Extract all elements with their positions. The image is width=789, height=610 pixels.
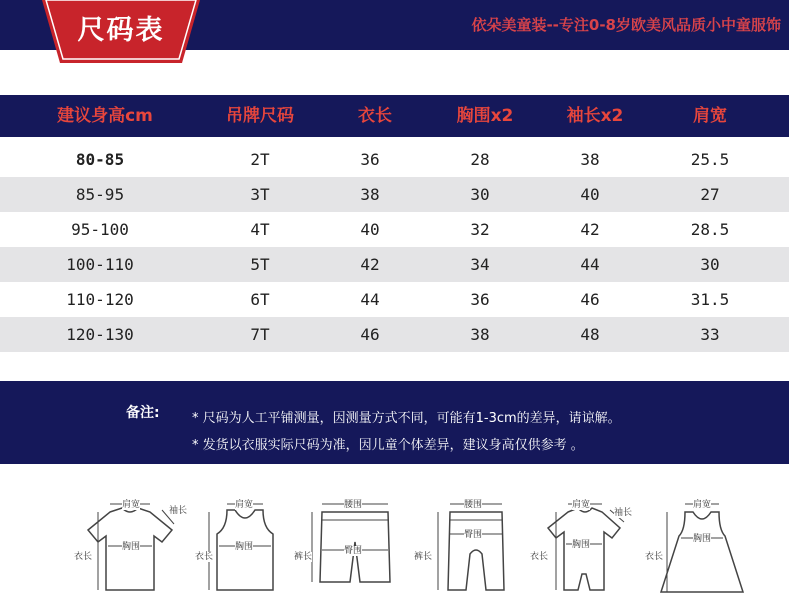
length-label: 衣长 [645, 552, 664, 562]
col-header-shoulder: 肩宽 [693, 106, 727, 126]
cell-height: 100-110 [66, 255, 134, 274]
cell-height: 85-95 [75, 185, 125, 204]
chest-label: 胸围 [122, 542, 141, 552]
cell-shoulder: 30 [700, 255, 720, 274]
romper-diagram [530, 490, 640, 605]
cell-shoulder: 27 [700, 185, 720, 204]
table-row [0, 142, 789, 177]
notes-label: 备注: [126, 405, 160, 421]
table-row [0, 247, 789, 282]
table-row [0, 282, 789, 317]
length-label: 衣长 [195, 552, 214, 562]
note-item: * 尺码为人工平铺测量，因测量方式不同，可能有1-3cm的差异，请谅解。 [192, 411, 621, 426]
cell-length: 40 [360, 220, 380, 239]
length-label: 裤长 [294, 552, 313, 562]
note-item: * 发货以衣服实际尺码为准，因儿童个体差异，建议身高仅供参考 。 [192, 438, 584, 453]
cell-sleeve: 48 [580, 325, 600, 344]
cell-tag-size: 7T [250, 325, 270, 344]
page-title: 尺码表 [77, 15, 165, 46]
cell-sleeve: 40 [580, 185, 600, 204]
chest-label: 胸围 [693, 534, 712, 544]
cell-sleeve: 38 [580, 150, 600, 169]
cell-sleeve: 44 [580, 255, 600, 274]
cell-length: 42 [360, 255, 380, 274]
table-row [0, 317, 789, 352]
sleeve-label: 袖长 [614, 508, 633, 518]
length-label: 衣长 [74, 552, 93, 562]
cell-tag-size: 2T [250, 150, 270, 169]
cell-chest: 36 [470, 290, 490, 309]
col-header-length: 衣长 [358, 106, 392, 126]
hip-label: 臀围 [344, 546, 363, 556]
cell-chest: 38 [470, 325, 490, 344]
cell-chest: 34 [470, 255, 490, 274]
cell-chest: 30 [470, 185, 490, 204]
cell-sleeve: 42 [580, 220, 600, 239]
cell-tag-size: 5T [250, 255, 270, 274]
cell-chest: 28 [470, 150, 490, 169]
cell-tag-size: 4T [250, 220, 270, 239]
cell-shoulder: 33 [700, 325, 720, 344]
cell-tag-size: 6T [250, 290, 270, 309]
notes-panel [0, 381, 789, 464]
cell-length: 44 [360, 290, 380, 309]
cell-sleeve: 46 [580, 290, 600, 309]
cell-height: 110-120 [66, 290, 134, 309]
length-label: 衣长 [530, 552, 549, 562]
shoulder-label: 肩宽 [235, 500, 254, 510]
waist-label: 腰围 [464, 500, 483, 510]
table-header [0, 95, 789, 137]
length-label: 裤长 [414, 552, 433, 562]
cell-height: 80-85 [75, 150, 125, 169]
tshirt-diagram [70, 490, 190, 605]
col-header-sleeve: 袖长x2 [566, 106, 624, 126]
shoulder-label: 肩宽 [572, 500, 591, 510]
hip-label: 臀围 [464, 530, 483, 540]
pants-diagram [412, 490, 522, 605]
cell-height: 95-100 [71, 220, 129, 239]
cell-length: 38 [360, 185, 380, 204]
col-header-tag-size: 吊牌尺码 [226, 106, 294, 126]
cell-tag-size: 3T [250, 185, 270, 204]
shoulder-label: 肩宽 [122, 500, 141, 510]
shoulder-label: 肩宽 [693, 500, 712, 510]
waist-label: 腰围 [344, 500, 363, 510]
vest-diagram [195, 490, 295, 605]
cell-shoulder: 28.5 [690, 220, 730, 239]
brand-slogan: 依朵美童装--专注0-8岁欧美风品质小中童服饰 [471, 16, 781, 34]
table-row [0, 212, 789, 247]
cell-shoulder: 25.5 [690, 150, 730, 169]
cell-chest: 32 [470, 220, 490, 239]
col-header-chest: 胸围x2 [456, 106, 514, 126]
cell-shoulder: 31.5 [690, 290, 730, 309]
col-header-height: 建议身高cm [57, 106, 153, 126]
sleeve-label: 袖长 [169, 506, 188, 516]
cell-length: 36 [360, 150, 380, 169]
cell-height: 120-130 [66, 325, 134, 344]
table-row [0, 177, 789, 212]
chest-label: 胸围 [572, 540, 591, 550]
chest-label: 胸围 [235, 542, 254, 552]
cell-length: 46 [360, 325, 380, 344]
dress-diagram [645, 490, 760, 605]
shorts-diagram [292, 490, 402, 605]
